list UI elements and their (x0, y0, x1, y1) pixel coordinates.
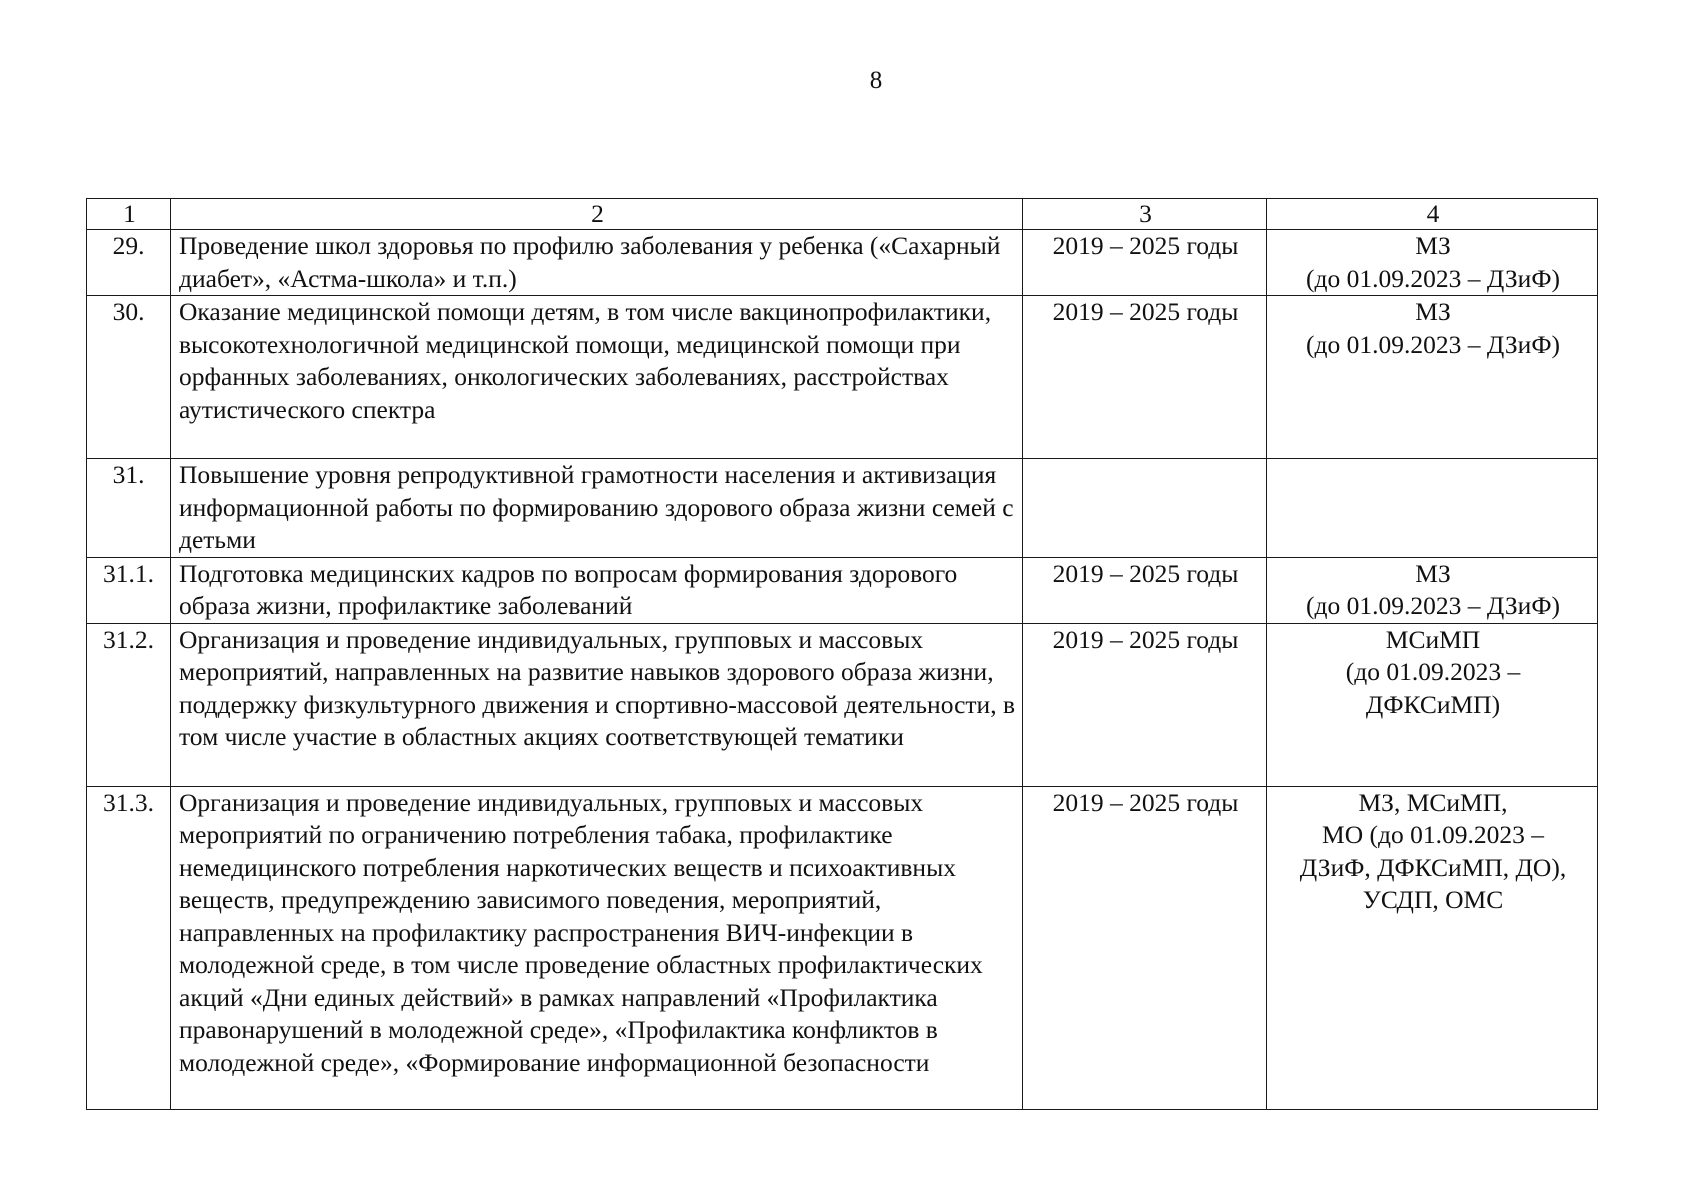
responsible-line: МСиМП (1385, 624, 1481, 654)
column-number-2: 2 (171, 199, 1023, 230)
item-responsible (1267, 557, 1598, 623)
table-row (87, 296, 1598, 459)
item-responsible (1267, 459, 1598, 558)
responsible-line: (до 01.09.2023 – (1345, 657, 1521, 686)
table-row (87, 623, 1598, 786)
responsible-line: ДЗиФ, ДФКСиМП, ДО), (1299, 852, 1567, 882)
table-row (87, 230, 1598, 296)
responsible-line: МЗ (1415, 558, 1451, 588)
column-number-3: 3 (1023, 199, 1267, 230)
item-responsible (1267, 623, 1598, 786)
item-responsible (1267, 230, 1598, 296)
responsible-line: (до 01.09.2023 – ДЗиФ) (1306, 329, 1560, 359)
item-description: Повышение уровня репродуктивной грамотности населения и активизация информационной работы по формированию здорового образа жизни семей с детьми (171, 459, 1023, 558)
responsible-line: (до 01.09.2023 – ДЗиФ) (1306, 591, 1560, 620)
item-period: 2019 – 2025 годы (1023, 230, 1267, 296)
item-responsible (1267, 296, 1598, 459)
item-number: 31.3. (87, 786, 171, 1109)
item-number: 31.1. (87, 557, 171, 623)
item-description: Организация и проведение индивидуальных, групповых и массовых мероприятий, направленных на развитие навыков здорового образа жизни, поддержку физкультурного движения и спортивно-массовой деятельности, в том числе участие в областных акциях соответствующей тематики (171, 623, 1023, 786)
item-description: Организация и проведение индивидуальных, групповых и массовых мероприятий по ограничению потребления табака, профилактике немедицинского потребления наркотических веществ и психоактивных веществ, предупреждению зависимого поведения, мероприятий, направленных на профилактику распространения ВИЧ-инфекции в молодежной среде, в том числе проведение областных профилактических акций «Дни единых действий» в рамках направлений «Профилактика правонарушений в молодежной среде», «Профилактика конфликтов в молодежной среде», «Формирование информационной безопасности (171, 786, 1023, 1109)
item-period: 2019 – 2025 годы (1023, 557, 1267, 623)
responsible-line: МЗ (1415, 231, 1451, 260)
item-period: 2019 – 2025 годы (1023, 786, 1267, 1109)
table-header-row (87, 199, 1598, 230)
responsible-line: МО (до 01.09.2023 – (1322, 820, 1544, 849)
item-period: 2019 – 2025 годы (1023, 623, 1267, 786)
item-description: Подготовка медицинских кадров по вопросам формирования здорового образа жизни, профилактике заболеваний (171, 557, 1023, 623)
column-number-1: 1 (87, 199, 171, 230)
measures-table (86, 198, 1598, 1110)
item-number: 31.2. (87, 623, 171, 786)
responsible-line: УСДП, ОМС (1362, 885, 1504, 914)
page-number: 8 (869, 67, 883, 94)
item-number: 30. (87, 296, 171, 459)
responsible-line: ДФКСиМП) (1365, 689, 1501, 719)
item-description: Проведение школ здоровья по профилю заболевания у ребенка («Сахарный диабет», «Астма-школа» и т.п.) (171, 230, 1023, 296)
item-number: 31. (87, 459, 171, 558)
item-period: 2019 – 2025 годы (1023, 296, 1267, 459)
table-row (87, 459, 1598, 558)
table-row (87, 786, 1598, 1109)
responsible-line: МЗ, МСиМП, (1358, 787, 1508, 817)
responsible-line: (до 01.09.2023 – ДЗиФ) (1306, 263, 1560, 293)
column-number-4: 4 (1267, 199, 1598, 230)
responsible-line: МЗ (1415, 297, 1451, 326)
item-number: 29. (87, 230, 171, 296)
table-row (87, 557, 1598, 623)
item-responsible (1267, 786, 1598, 1109)
item-description: Оказание медицинской помощи детям, в том числе вакцинопрофилактики, высокотехнологичной медицинской помощи, медицинской помощи при орфанных заболеваниях, онкологических заболеваниях, расстройствах аутистического спектра (171, 296, 1023, 459)
item-period (1023, 459, 1267, 558)
